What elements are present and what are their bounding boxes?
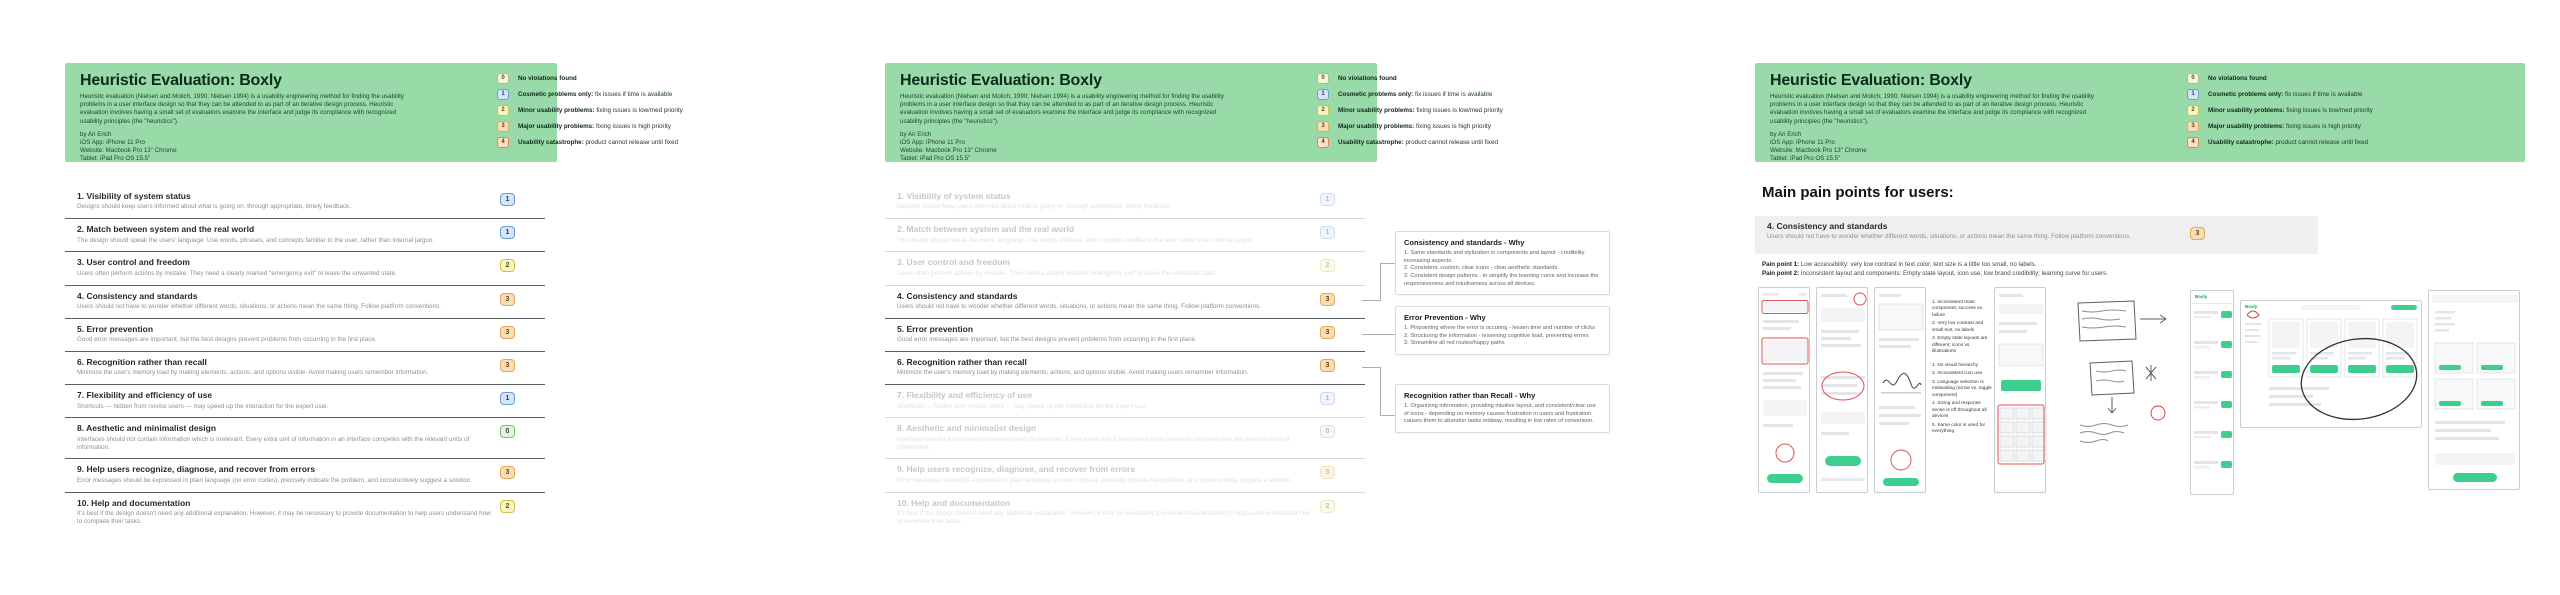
callout-title: Consistency and standards - Why: [1404, 238, 1525, 247]
app-list-screenshot[interactable]: [2190, 290, 2234, 495]
note-line: 3. Language selection is misleading (arrow vs. toggle component): [1932, 379, 1992, 398]
page-title: Heuristic Evaluation: Boxly: [1770, 72, 1972, 89]
callout-line: 2. Consistent, custom, clear icons - clear aesthetic standards.: [1404, 265, 1559, 272]
severity-legend: [2187, 70, 2373, 150]
app-logo-label: Boxly: [2245, 304, 2258, 309]
heuristic-title: 5. Error prevention: [897, 323, 974, 334]
evaluation-header-card[interactable]: [1755, 63, 2525, 162]
legend-label-rest: product cannot release until fixed: [1403, 138, 1498, 146]
heuristic-desc: Good error messages are important, but the best designs prevent problems from occurring in the first place.: [77, 336, 377, 344]
legend-label-rest: fix issues if time is available: [593, 90, 673, 98]
legend-label: [1338, 107, 1503, 114]
legend-row: [497, 70, 683, 86]
legend-row: [497, 102, 683, 118]
heuristic-item-4-active[interactable]: [885, 286, 1365, 319]
note-line: 1. Inconsistent toast component; success vs. failure: [1932, 300, 1984, 318]
score-badge[interactable]: 1: [1320, 226, 1335, 239]
score-badge[interactable]: 3: [1320, 466, 1335, 479]
severity-badge-2[interactable]: 2: [2187, 105, 2199, 116]
heuristic-desc: Error messages should be expressed in plain language (no error codes), precisely indicate the problem, and constructively suggest a solution.: [897, 476, 1293, 484]
score-badge[interactable]: 1: [500, 226, 515, 239]
legend-label-bold: No violations found: [1338, 74, 1397, 82]
score-badge[interactable]: 3: [1320, 293, 1335, 306]
device-line: Website: Macbook Pro 13" Chrome: [80, 147, 177, 155]
severity-badge-1[interactable]: 1: [1317, 89, 1329, 100]
callout-line: 1. Pinpointing where the error is occuring - lessen time and number of clicks: [1404, 325, 1595, 331]
heuristic-title: 9. Help users recognize, diagnose, and recover from errors: [897, 464, 1136, 475]
legend-label-bold: Minor usability problems:: [1338, 106, 1415, 114]
connector-line: [1380, 263, 1381, 301]
severity-badge-1[interactable]: 1: [497, 89, 509, 100]
device-line: Website: Macbook Pro 13" Chrome: [1770, 147, 1867, 155]
legend-label-bold: Minor usability problems:: [2208, 106, 2285, 114]
legend-label: [2208, 107, 2373, 114]
heuristic-desc: Designs should keep users informed about what is going on, through appropriate, timely feedback.: [77, 203, 352, 211]
heuristic-title: 4. Consistency and standards: [77, 290, 198, 301]
legend-label: [518, 107, 683, 114]
pain-point-label: Pain point 1:: [1762, 261, 1800, 268]
legend-row: [1317, 86, 1503, 102]
connector-line: [1380, 367, 1381, 415]
heuristic-item-5[interactable]: [65, 319, 545, 352]
evaluation-description: Heuristic evaluation (Nielsen and Molich, 1990; Nielsen 1994) is a usability engineering method for finding the usability problems in a user interface design so that they can be attended to as part of an iterative design process. Heuristic evaluation involves having a small set of evaluators examine the interface and judge its compliance with recognized usability principles (the "heuristics").: [80, 93, 404, 125]
heuristic-item-7[interactable]: [885, 385, 1365, 418]
heuristic-title: 4. Consistency and standards: [897, 290, 1018, 301]
score-badge[interactable]: 2: [1320, 500, 1335, 513]
heuristic-desc: It's best if the design doesn't need any additional explanation. However, it may be necessary to provide documentation to help users understand how to complete their tasks.: [897, 510, 1311, 525]
heuristic-desc: Minimize the user's memory load by making elements, actions, and options visible. Avoid making users remember information.: [897, 369, 1249, 377]
page-title: Heuristic Evaluation: Boxly: [900, 72, 1102, 89]
legend-label-bold: Usability catastrophe:: [2208, 138, 2274, 146]
score-badge[interactable]: 3: [500, 326, 515, 339]
legend-label-rest: fixing issues is high priority: [594, 122, 671, 130]
author-line: by Ari Erich: [1770, 130, 1802, 138]
heuristic-title: 5. Error prevention: [77, 323, 154, 334]
evaluation-meta: [80, 131, 541, 164]
device-line: Tablet: iPad Pro OS 15.5": [900, 155, 971, 163]
legend-row: [497, 118, 683, 134]
heuristic-item-2[interactable]: [65, 219, 545, 252]
severity-badge-2[interactable]: 2: [497, 105, 509, 116]
legend-label-rest: fixing issues is low/med priority: [2284, 106, 2373, 114]
heuristic-title: 3. User control and freedom: [77, 257, 190, 268]
heuristic-desc: Users should not have to wonder whether different words, situations, or actions mean the same thing. Follow platform conventions.: [897, 302, 1261, 310]
score-badge[interactable]: 2: [500, 500, 515, 513]
heuristic-title: 6. Recognition rather than recall: [77, 357, 207, 368]
heuristic-title: 10. Help and documentation: [77, 497, 191, 508]
legend-label-bold: Major usability problems:: [1338, 122, 1415, 130]
heuristics-list: [65, 186, 545, 533]
pain-point-notes: [1762, 261, 2322, 279]
legend-row: [2187, 86, 2373, 102]
device-line: Tablet: iPad Pro OS 15.5": [1770, 155, 1841, 163]
heuristics-list-filtered: [885, 186, 1365, 533]
legend-label: [518, 91, 672, 98]
page-title: Heuristic Evaluation: Boxly: [80, 72, 282, 89]
heuristic-title: 10. Help and documentation: [897, 497, 1011, 508]
score-badge[interactable]: 3: [1320, 326, 1335, 339]
hand-sketch[interactable]: [2070, 293, 2182, 453]
annotation-notes: [1932, 300, 1992, 442]
heuristic-item-2[interactable]: [885, 219, 1365, 252]
pain-points-heading: Main pain points for users:: [1762, 184, 1954, 201]
legend-row: [497, 134, 683, 150]
connector-line: [1380, 263, 1395, 264]
device-line: Website: Macbook Pro 13" Chrome: [900, 147, 997, 155]
evaluation-meta: [900, 131, 1361, 164]
heuristic-desc: Error messages should be expressed in plain language (no error codes), precisely indicate the problem, and constructively suggest a solution.: [77, 476, 473, 484]
heuristic-title: 2. Match between system and the real world: [77, 224, 255, 235]
heuristic-desc: The design should speak the users' language. Use words, phrases, and concepts familiar to the user, rather than internal jargon.: [897, 236, 1255, 244]
legend-row: [2187, 118, 2373, 134]
callout-line: 3. Consistent design patterns - to simplify the learning curve and increase the responsiveness and intuitiveness across all devices.: [1404, 273, 1599, 287]
legend-label: [1338, 139, 1498, 146]
heuristic-item-10[interactable]: [65, 493, 545, 533]
heuristic-title: 1. Visibility of system status: [897, 191, 1011, 201]
evaluation-description: Heuristic evaluation (Nielsen and Molich, 1990; Nielsen 1994) is a usability engineering method for finding the usability problems in a user interface design so that they can be attended to as part of an iterative design process. Heuristic evaluation involves having a small set of evaluators examine the interface and judge its compliance with recognized usability principles (the "heuristics").: [900, 93, 1224, 125]
evaluation-meta: [1770, 131, 2509, 164]
legend-label: [2208, 91, 2362, 98]
highlighted-heuristic[interactable]: [1755, 216, 2318, 254]
heuristic-title: 6. Recognition rather than recall: [897, 357, 1027, 368]
severity-legend: [497, 70, 683, 150]
score-badge[interactable]: 2: [1320, 259, 1335, 272]
callout-line: 2. Structuring the information - lessening cognitive load, preventing errors: [1404, 332, 1589, 339]
heuristic-title: 2. Match between system and the real world: [897, 224, 1075, 235]
note-line: 5. Same color is used for everything: [1932, 422, 1986, 434]
legend-label-rest: product cannot release until fixed: [2273, 138, 2368, 146]
heuristic-item-5-active[interactable]: [885, 319, 1365, 352]
legend-row: [1317, 70, 1503, 86]
severity-badge-0[interactable]: 0: [2187, 73, 2199, 84]
pain-point-text: Inconsistent layout and components: Empty state layout, icon use; low brand credibility; learning curve for users.: [1799, 269, 2108, 277]
device-line: iOS App: iPhone 11 Pro: [900, 138, 965, 146]
severity-badge-4[interactable]: 4: [1317, 137, 1329, 148]
note-line: 2. Inconsistent icon use: [1932, 371, 1983, 377]
heuristic-item-6-active[interactable]: [885, 352, 1365, 385]
heuristic-item-8[interactable]: [885, 418, 1365, 459]
heuristic-title: 8. Aesthetic and minimalist design: [897, 423, 1037, 434]
legend-label: [1338, 123, 1491, 130]
pain-point-text: Low accessibility: very low contrast in text color, text size is a little too small, no labels.: [1799, 261, 2037, 268]
mobile-screenshot-4[interactable]: [1994, 287, 2046, 493]
note-line: 4. Sizing and response sense is off throughout all devices: [1932, 401, 1987, 420]
heuristic-desc: Interfaces should not contain information which is irrelevant. Every extra unit of information in an interface competes with the relevant units of information.: [77, 435, 470, 451]
legend-row: [1317, 134, 1503, 150]
connector-line: [1362, 367, 1380, 368]
legend-label-bold: No violations found: [2208, 74, 2267, 82]
pain-point-label: Pain point 2:: [1762, 269, 1800, 277]
callout-title: Error Prevention - Why: [1404, 313, 1486, 322]
legend-label: [2208, 123, 2361, 130]
legend-label: [518, 75, 577, 82]
connector-line: [1380, 415, 1395, 416]
heuristic-item-7[interactable]: [65, 385, 545, 418]
callout-consistency-why[interactable]: [1395, 231, 1610, 295]
score-badge[interactable]: 0: [1320, 425, 1335, 438]
mobile-screenshot-1[interactable]: [1758, 287, 1810, 493]
heuristic-desc: Users should not have to wonder whether different words, situations, or actions mean the same thing. Follow platform conventions.: [1767, 233, 2131, 241]
legend-label-bold: Usability catastrophe:: [518, 138, 584, 146]
legend-row: [2187, 102, 2373, 118]
callout-line: 1. Organizing information, providing intuitive layout, and consistent/clear use of icons - depending on memory causes frustration in users and frustration causes them to abandon tasks midway, resulting in low rates of conversion.: [1404, 403, 1596, 425]
legend-label-bold: No violations found: [518, 74, 577, 82]
score-badge[interactable]: 1: [500, 392, 515, 405]
pain-point-2: [1762, 270, 2322, 279]
score-badge[interactable]: 1: [1320, 193, 1335, 206]
heuristic-item-8[interactable]: [65, 418, 545, 459]
severity-badge-3[interactable]: 3: [497, 121, 509, 132]
heuristic-desc: The design should speak the users' language. Use words, phrases, and concepts familiar to the user, rather than internal jargon.: [77, 236, 435, 244]
heuristic-desc: Shortcuts — hidden from novice users — may speed up the interaction for the expert user.: [897, 402, 1149, 410]
pain-point-1: [1762, 261, 2322, 270]
connector-line: [1362, 334, 1395, 335]
score-badge[interactable]: 1: [1320, 392, 1335, 405]
score-badge[interactable]: 2: [500, 259, 515, 272]
score-badge[interactable]: 3: [500, 293, 515, 306]
heuristic-desc: Minimize the user's memory load by making elements, actions, and options visible. Avoid making users remember information.: [77, 369, 429, 377]
heuristic-item-1[interactable]: [885, 186, 1365, 219]
score-badge[interactable]: 3: [500, 466, 515, 479]
callout-error-prevention-why[interactable]: [1395, 306, 1610, 355]
severity-badge-2[interactable]: 2: [1317, 105, 1329, 116]
score-badge[interactable]: 1: [500, 193, 515, 206]
legend-label-rest: fixing issues is low/med priority: [1414, 106, 1503, 114]
heuristic-item-6[interactable]: [65, 352, 545, 385]
legend-label-bold: Cosmetic problems only:: [1338, 90, 1414, 98]
callout-title: Recognition rather than Recall - Why: [1404, 391, 1536, 400]
annotation-notes-group-b: [1932, 363, 1992, 436]
legend-label-rest: fix issues if time is available: [1413, 90, 1493, 98]
heuristic-item-10[interactable]: [885, 493, 1365, 533]
score-badge[interactable]: 0: [500, 425, 515, 438]
heuristic-title: 4. Consistency and standards: [1767, 221, 1888, 231]
heuristic-title: 1. Visibility of system status: [77, 191, 191, 201]
legend-label-bold: Major usability problems:: [518, 122, 595, 130]
heuristic-desc: Users often perform actions by mistake. They need a clearly marked "emergency exit" to leave the unwanted state.: [77, 269, 397, 277]
callout-recognition-why[interactable]: [1395, 384, 1610, 433]
evaluation-description: Heuristic evaluation (Nielsen and Molich, 1990; Nielsen 1994) is a usability engineering method for finding the usability problems in a user interface design so that they can be attended to as part of an iterative design process. Heuristic evaluation involves having a small set of evaluators examine the interface and judge its compliance with recognized usability principles (the "heuristics").: [1770, 93, 2094, 125]
note-line: 1. No visual hierarchy: [1932, 362, 1979, 368]
legend-row: [497, 86, 683, 102]
legend-label-bold: Cosmetic problems only:: [518, 90, 594, 98]
severity-badge-3[interactable]: 3: [1317, 121, 1329, 132]
severity-badge-1[interactable]: 1: [2187, 89, 2199, 100]
legend-label-bold: Major usability problems:: [2208, 122, 2285, 130]
mobile-screenshot-3[interactable]: [1874, 287, 1926, 493]
author-line: by Ari Erich: [80, 130, 112, 138]
legend-row: [2187, 70, 2373, 86]
legend-label: [2208, 75, 2267, 82]
heuristic-title: 3. User control and freedom: [897, 257, 1010, 268]
severity-badge-4[interactable]: 4: [2187, 137, 2199, 148]
severity-badge-4[interactable]: 4: [497, 137, 509, 148]
legend-label-rest: fixing issues is high priority: [1414, 122, 1491, 130]
heuristic-title: 7. Flexibility and efficiency of use: [897, 390, 1033, 401]
tablet-screenshot[interactable]: [2428, 290, 2520, 490]
score-badge[interactable]: 3: [1320, 359, 1335, 372]
heuristic-title: 7. Flexibility and efficiency of use: [77, 390, 213, 401]
legend-label-bold: Cosmetic problems only:: [2208, 90, 2284, 98]
legend-label-bold: Minor usability problems:: [518, 106, 595, 114]
note-line: 3. Empty state layouts are different; icons vs. illustrations: [1932, 336, 1988, 355]
mobile-screenshot-2[interactable]: [1816, 287, 1868, 493]
annotation-notes-group-a: [1932, 300, 1992, 356]
score-badge[interactable]: 3: [500, 359, 515, 372]
severity-badge-0[interactable]: 0: [1317, 73, 1329, 84]
heuristic-desc: Users often perform actions by mistake. They need a clearly marked "emergency exit" to leave the unwanted state.: [897, 269, 1217, 277]
severity-badge-3[interactable]: 3: [2187, 121, 2199, 132]
heuristic-item-3[interactable]: [65, 252, 545, 285]
legend-label: [2208, 139, 2368, 146]
heuristic-desc: Users should not have to wonder whether different words, situations, or actions mean the same thing. Follow platform conventions.: [77, 302, 441, 310]
severity-legend: [1317, 70, 1503, 150]
heuristic-item-9[interactable]: [65, 459, 545, 492]
note-line: 2. Very low contrast and small text, no labels: [1932, 321, 1984, 333]
heuristic-desc: It's best if the design doesn't need any additional explanation. However, it may be necessary to provide documentation to help users understand how to complete their tasks.: [77, 510, 491, 525]
heuristic-item-1[interactable]: [65, 186, 545, 219]
heuristic-title: 9. Help users recognize, diagnose, and recover from errors: [77, 464, 316, 475]
legend-label-rest: fix issues if time is available: [2283, 90, 2363, 98]
legend-row: [2187, 134, 2373, 150]
heuristic-item-9[interactable]: [885, 459, 1365, 492]
author-line: by Ari Erich: [900, 130, 932, 138]
legend-label: [1338, 91, 1492, 98]
desktop-screenshot[interactable]: [2240, 300, 2422, 428]
heuristic-desc: Interfaces should not contain information which is irrelevant. Every extra unit of information in an interface competes with the relevant units of information.: [897, 435, 1290, 451]
legend-label: [518, 123, 671, 130]
heuristic-title: 8. Aesthetic and minimalist design: [77, 423, 217, 434]
evaluation-header-card[interactable]: [65, 63, 683, 163]
heuristic-desc: Good error messages are important, but the best designs prevent problems from occurring in the first place.: [897, 336, 1197, 344]
heuristic-item-3[interactable]: [885, 252, 1365, 285]
device-line: Tablet: iPad Pro OS 15.5": [80, 155, 151, 163]
callout-line: 3. Streamline all red routes/happy paths: [1404, 340, 1505, 347]
connector-line: [1362, 300, 1380, 301]
legend-row: [1317, 102, 1503, 118]
severity-badge-0[interactable]: 0: [497, 73, 509, 84]
callout-line: 1. Same standards and stylization in components and layout - credibility increasing aspects.: [1404, 250, 1585, 264]
heuristic-desc: Shortcuts — hidden from novice users — may speed up the interaction for the expert user.: [77, 402, 329, 410]
legend-label-bold: Usability catastrophe:: [1338, 138, 1404, 146]
legend-row: [1317, 118, 1503, 134]
app-logo-label: Boxly: [2195, 294, 2208, 299]
heuristic-desc: Designs should keep users informed about what is going on, through appropriate, timely feedback.: [897, 203, 1172, 211]
device-line: iOS App: iPhone 11 Pro: [80, 138, 145, 146]
evaluation-header-card[interactable]: [885, 63, 1503, 163]
legend-label-rest: product cannot release until fixed: [583, 138, 678, 146]
legend-label-rest: fixing issues is low/med priority: [594, 106, 683, 114]
score-badge[interactable]: 3: [2190, 227, 2205, 240]
legend-label: [518, 139, 678, 146]
legend-label: [1338, 75, 1397, 82]
heuristic-item-4[interactable]: [65, 286, 545, 319]
legend-label-rest: fixing issues is high priority: [2284, 122, 2361, 130]
device-line: iOS App: iPhone 11 Pro: [1770, 138, 1835, 146]
